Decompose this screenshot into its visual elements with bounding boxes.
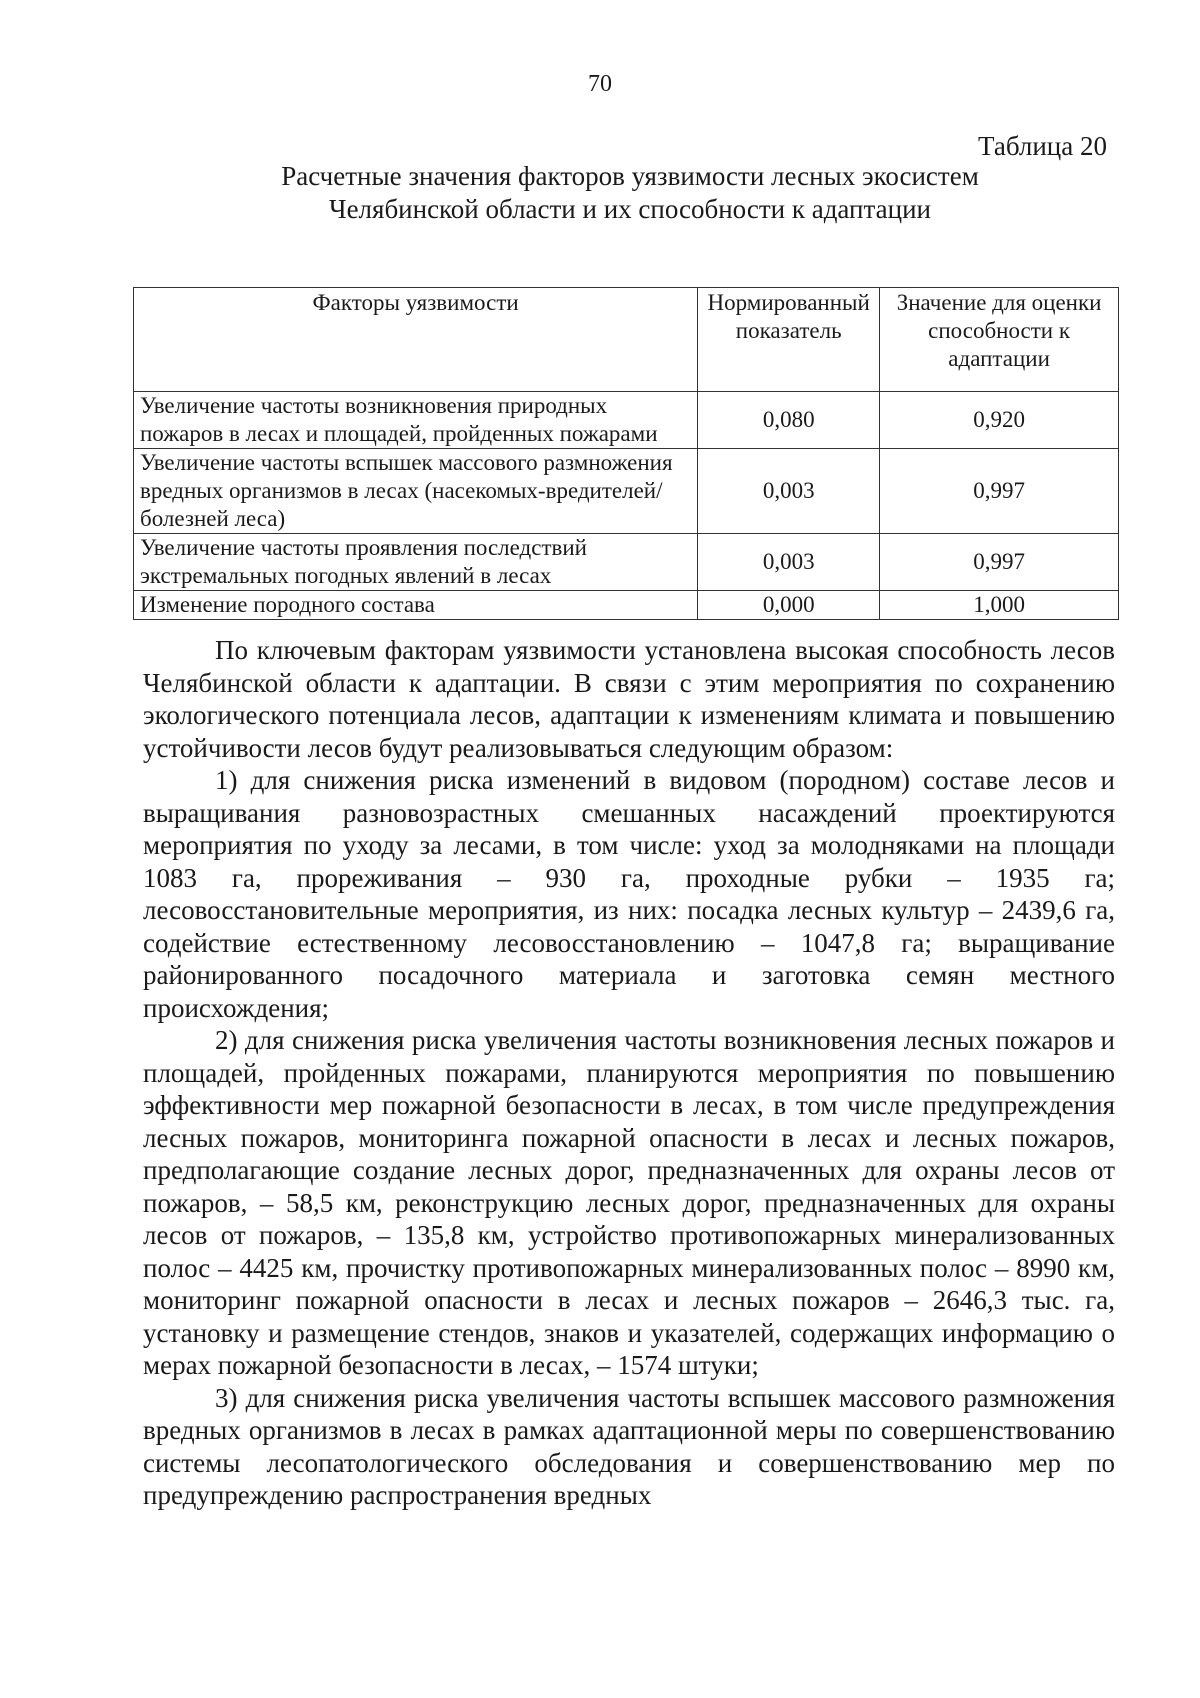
table-title-line-1: Расчетные значения факторов уязвимости лесных экосистем: [281, 161, 979, 191]
paragraph-item-2: 2) для снижения риска увеличения частоты возникновения лесных пожаров и площадей, пройденных пожарами, планируются мероприятия по повышению эффективности мер пожарной безопасности в лесах, в том числе предупреждения лесных пожаров, мониторинга пожарной опасности в лесах и лесных пожаров, предполагающие создание лесных дорог, предназначенных для охраны лесов от пожаров, – 58,5 км, реконструкцию лесных дорог, предназначенных для охраны лесов от пожаров, – 135,8 км, устройство противопожарных минерализованных полос – 4425 км, прочистку противопожарных минерализованных полос – 8990 км, мониторинг пожарной опасности в лесах и лесных пожаров – 2646,3 тыс. га, установку и размещение стендов, знаков и указателей, содержащих информацию о мерах пожарной безопасности в лесах, – 1574 штуки;: [143, 1025, 1115, 1380]
header-adaptation: Значение для оценки способности к адаптации: [880, 288, 1119, 392]
factor-cell: Увеличение частоты вспышек массового размножения вредных организмов в лесах (насекомых-вредителей/болезней леса): [134, 449, 698, 534]
paragraph-intro: По ключевым факторам уязвимости установлена высокая способность лесов Челябинской области к адаптации. В связи с этим мероприятия по сохранению экологического потенциала лесов, адаптации к изменениям климата и повышению устойчивости лесов будут реализовываться следующим образом:: [143, 635, 1115, 763]
normalized-cell: 0,000: [698, 591, 880, 620]
header-factors: Факторы уязвимости: [134, 288, 698, 392]
page-number: 70: [588, 71, 612, 97]
paragraph-item-1: 1) для снижения риска изменений в видовом (породном) составе лесов и выращивания разновозрастных смешанных насаждений проектируются мероприятия по уходу за лесами, в том числе: уход за молодняками на площади 1083 га, прореживания – 930 га, проходные рубки – 1935 га; лесовосстановительные мероприятия, из них: посадка лесных культур – 2439,6 га, содействие естественному лесовосстановлению – 1047,8 га; выращивание районированного посадочного материала и заготовка семян местного происхождения;: [143, 765, 1115, 1023]
factor-cell: Увеличение частоты возникновения природных пожаров в лесах и площадей, пройденных пожарами: [134, 392, 698, 449]
adaptation-cell: 1,000: [880, 591, 1119, 620]
normalized-cell: 0,080: [698, 392, 880, 449]
adaptation-cell: 0,920: [880, 392, 1119, 449]
adaptation-cell: 0,997: [880, 449, 1119, 534]
table-row: [134, 591, 1119, 620]
paragraph-item-3: 3) для снижения риска увеличения частоты вспышек массового размножения вредных организмов в лесах в рамках адаптационной меры по совершенствованию системы лесопатологического обследования и совершенствованию мер по предупреждению распространения вредных: [143, 1382, 1115, 1510]
adaptation-cell: 0,997: [880, 534, 1119, 591]
factor-cell: Увеличение частоты проявления последствий экстремальных погодных явлений в лесах: [134, 534, 698, 591]
factor-cell: Изменение породного состава: [134, 591, 698, 620]
normalized-cell: 0,003: [698, 449, 880, 534]
vulnerability-factors-table: [133, 287, 1119, 620]
table-row: [134, 534, 1119, 591]
body-text: [143, 634, 1115, 1512]
table-title-line-2: Челябинской области и их способности к адаптации: [329, 194, 931, 224]
table-label: Таблица 20: [978, 131, 1107, 161]
table-row: [134, 449, 1119, 534]
normalized-cell: 0,003: [698, 534, 880, 591]
table-header-row: [134, 288, 1119, 392]
table-row: [134, 392, 1119, 449]
header-normalized: Нормированный показатель: [698, 288, 880, 392]
table-title: [140, 160, 1120, 226]
